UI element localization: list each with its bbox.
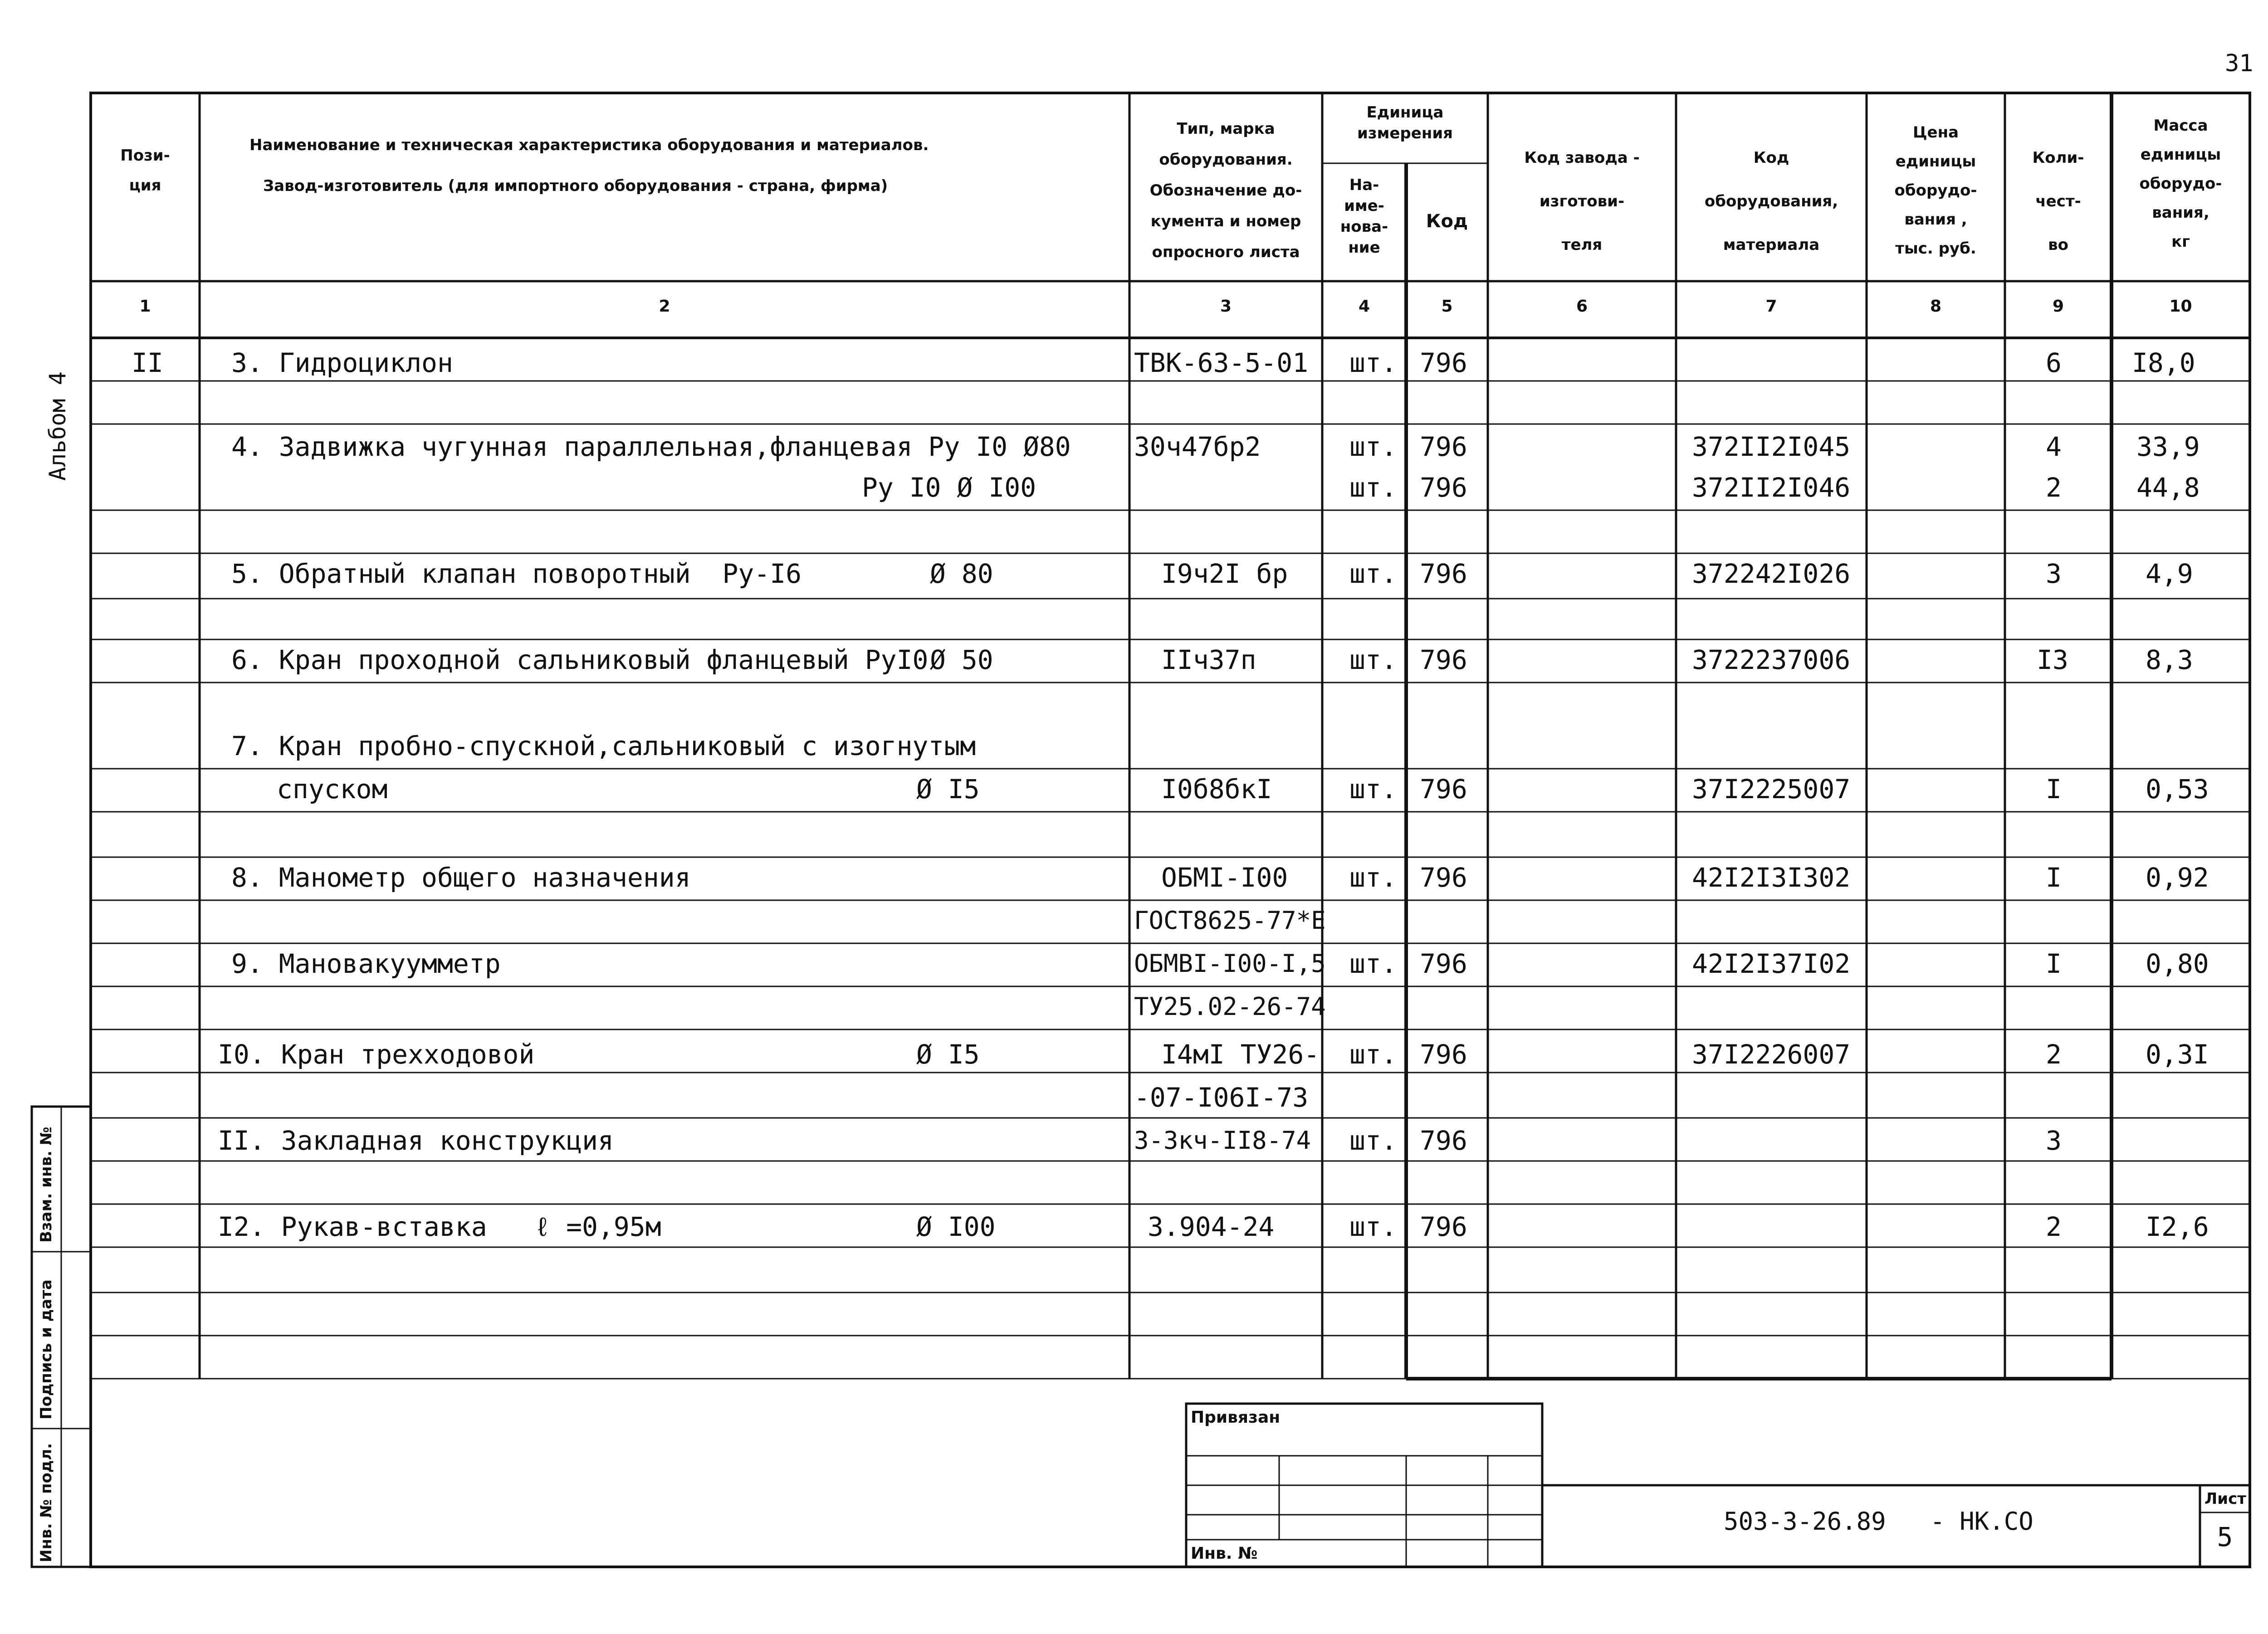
row-unit-code: 796 bbox=[1420, 774, 1467, 805]
stamp-inv-number: Инв. № bbox=[1191, 1544, 1258, 1563]
row-type: I9ч2I бр bbox=[1161, 558, 1288, 589]
row-diameter: Ø I5 bbox=[916, 774, 980, 805]
row-unit-code: 796 bbox=[1420, 1211, 1467, 1242]
col-number-3: 3 bbox=[1220, 297, 1232, 316]
row-quantity: I bbox=[2046, 948, 2062, 979]
row-unit-code: 796 bbox=[1420, 1039, 1467, 1070]
col-number-5: 5 bbox=[1441, 297, 1453, 316]
row-name: II. Закладная конструкция bbox=[218, 1125, 614, 1156]
row-mass: I8,0 bbox=[2132, 347, 2195, 378]
row-name: I0. Кран трехходовой bbox=[218, 1039, 535, 1070]
row-quantity: I bbox=[2046, 774, 2062, 805]
row-type: ТВК-63-5-01 bbox=[1134, 347, 1309, 378]
row-name: 6. Кран проходной сальниковый фланцевый РуI0 bbox=[231, 644, 929, 675]
header-unit-code: Код bbox=[1426, 211, 1468, 232]
row-mass: 0,80 bbox=[2146, 948, 2209, 979]
col-number-6: 6 bbox=[1576, 297, 1588, 316]
stamp-list-number: 5 bbox=[2217, 1522, 2233, 1552]
row-name: 9. Мановакуумметр bbox=[231, 948, 501, 979]
header-material-code: Код оборудования, материала bbox=[1704, 149, 1838, 254]
row-unit-code: 796 bbox=[1420, 644, 1467, 675]
row-material-code: 42I2I37I02 bbox=[1692, 948, 1851, 979]
row-unit: шт. bbox=[1349, 431, 1397, 462]
col-number-9: 9 bbox=[2052, 297, 2064, 316]
row-name: I2. Рукав-вставка ℓ =0,95м bbox=[218, 1211, 661, 1242]
row-unit-code: 796 bbox=[1420, 431, 1467, 462]
row-mass: 44,8 bbox=[2136, 472, 2200, 503]
row-unit-code: 796 bbox=[1420, 862, 1467, 893]
row-type: IIч37п bbox=[1161, 644, 1256, 675]
row-material-code: 37I2226007 bbox=[1692, 1039, 1851, 1070]
col-number-10: 10 bbox=[2169, 297, 2192, 316]
header-type: Тип, марка оборудования. Обозначение до- кумента и номер опросного листа bbox=[1149, 120, 1302, 261]
row-name: 5. Обратный клапан поворотный Ру-I6 bbox=[231, 558, 802, 589]
row-quantity: 3 bbox=[2046, 558, 2062, 589]
row-diameter: Ø 50 bbox=[930, 644, 993, 675]
side-stamp-signature-date: Подпись и дата bbox=[37, 1279, 55, 1419]
row-unit-code: 796 bbox=[1420, 472, 1467, 503]
row-diameter: Ø I5 bbox=[916, 1039, 980, 1070]
col-number-1: 1 bbox=[139, 297, 151, 316]
row-quantity: I bbox=[2046, 862, 2062, 893]
header-quantity: Коли- чест- во bbox=[2032, 149, 2084, 254]
col-number-8: 8 bbox=[1930, 297, 1942, 316]
row-unit: шт. bbox=[1349, 644, 1397, 675]
row-type: 3-3кч-II8-74 bbox=[1134, 1126, 1311, 1155]
stamp-privyazan: Привязан bbox=[1191, 1408, 1281, 1427]
row-type: ОБМI-I00 bbox=[1161, 862, 1288, 893]
row-mass: 0,92 bbox=[2146, 862, 2209, 893]
row-mass: 0,53 bbox=[2146, 774, 2209, 805]
side-stamp-replace-inv: Взам. инв. № bbox=[37, 1127, 55, 1243]
row-quantity: 6 bbox=[2046, 347, 2062, 378]
row-type: I4мI ТУ26- bbox=[1161, 1039, 1320, 1070]
row-type: ТУ25.02-26-74 bbox=[1134, 992, 1326, 1021]
row-mass: 0,3I bbox=[2146, 1039, 2209, 1070]
row-unit: шт. bbox=[1349, 1211, 1397, 1242]
row-type: 30ч47бр2 bbox=[1134, 431, 1261, 462]
row-diameter: Ø I00 bbox=[916, 1211, 996, 1242]
row-name: спуском bbox=[277, 774, 388, 805]
row-material-code: 42I2I3I302 bbox=[1692, 862, 1851, 893]
row-mass: I2,6 bbox=[2146, 1211, 2209, 1242]
row-unit: шт. bbox=[1349, 862, 1397, 893]
header-unit-group: Единица измерения bbox=[1357, 103, 1453, 142]
row-material-code: 3722237006 bbox=[1692, 644, 1851, 675]
header-factory-code: Код завода - изготови- теля bbox=[1524, 149, 1640, 254]
col-number-4: 4 bbox=[1358, 297, 1370, 316]
row-unit: шт. bbox=[1349, 774, 1397, 805]
row-unit: шт. bbox=[1349, 558, 1397, 589]
side-stamp-original-inv: Инв. № подл. bbox=[37, 1443, 55, 1562]
row-unit: шт. bbox=[1349, 948, 1397, 979]
row-name: 7. Кран пробно-спускной,сальниковый с изогнутым bbox=[231, 731, 976, 761]
row-unit: шт. bbox=[1349, 1125, 1397, 1156]
row-quantity: 2 bbox=[2046, 1039, 2062, 1070]
row-type: ОБМВI-I00-I,5 bbox=[1134, 949, 1326, 978]
row-material-code: 37I2225007 bbox=[1692, 774, 1851, 805]
header-name: Наименование и техническая характеристика оборудования и материалов. Завод-изготовитель (для импортного оборудования - страна, фирма) bbox=[249, 136, 929, 195]
row-type: 3.904-24 bbox=[1148, 1211, 1275, 1242]
row-name: 4. Задвижка чугунная параллельная,фланцевая Ру I0 Ø80 bbox=[231, 431, 1071, 462]
header-mass: Масса единицы оборудо- вания, кг bbox=[2139, 117, 2222, 251]
row-type: -07-I06I-73 bbox=[1134, 1082, 1309, 1113]
row-name: 3. Гидроциклон bbox=[231, 347, 453, 378]
header-position: Пози- ция bbox=[120, 146, 170, 195]
row-position: II bbox=[132, 347, 163, 378]
row-quantity: 2 bbox=[2046, 1211, 2062, 1242]
row-name: 8. Манометр общего назначения bbox=[231, 862, 691, 893]
row-mass: 4,9 bbox=[2146, 558, 2193, 589]
row-type: ГОСТ8625-77*Е bbox=[1134, 906, 1326, 935]
row-unit-code: 796 bbox=[1420, 558, 1467, 589]
row-unit: шт. bbox=[1349, 472, 1397, 503]
row-mass: 33,9 bbox=[2136, 431, 2200, 462]
row-diameter: Ø 80 bbox=[930, 558, 993, 589]
row-material-code: 372II2I046 bbox=[1692, 472, 1851, 503]
row-quantity: 3 bbox=[2046, 1125, 2062, 1156]
row-type: I0б8бкI bbox=[1161, 774, 1272, 805]
col-number-2: 2 bbox=[659, 297, 670, 316]
row-material-code: 372242I026 bbox=[1692, 558, 1851, 589]
header-unit-name: На- име- нова- ние bbox=[1340, 176, 1388, 257]
row-unit-code: 796 bbox=[1420, 948, 1467, 979]
row-unit-code: 796 bbox=[1420, 347, 1467, 378]
row-quantity: 4 bbox=[2046, 431, 2062, 462]
row-unit-code: 796 bbox=[1420, 1125, 1467, 1156]
header-price: Цена единицы оборудо- вания , тыс. руб. bbox=[1894, 123, 1977, 258]
stamp-document-code: 503-3-26.89 - НК.СО bbox=[1724, 1507, 2033, 1536]
stamp-list-label: Лист bbox=[2204, 1490, 2246, 1508]
row-name: Ру I0 Ø I00 bbox=[862, 472, 1036, 503]
corner-sheet-number: 31 bbox=[2225, 50, 2253, 77]
row-quantity: 2 bbox=[2046, 472, 2062, 503]
row-unit: шт. bbox=[1349, 347, 1397, 378]
row-mass: 8,3 bbox=[2146, 644, 2193, 675]
row-unit: шт. bbox=[1349, 1039, 1397, 1070]
col-number-7: 7 bbox=[1765, 297, 1777, 316]
row-material-code: 372II2I045 bbox=[1692, 431, 1851, 462]
row-quantity: I3 bbox=[2037, 644, 2068, 675]
album-label: Альбом 4 bbox=[44, 371, 71, 481]
